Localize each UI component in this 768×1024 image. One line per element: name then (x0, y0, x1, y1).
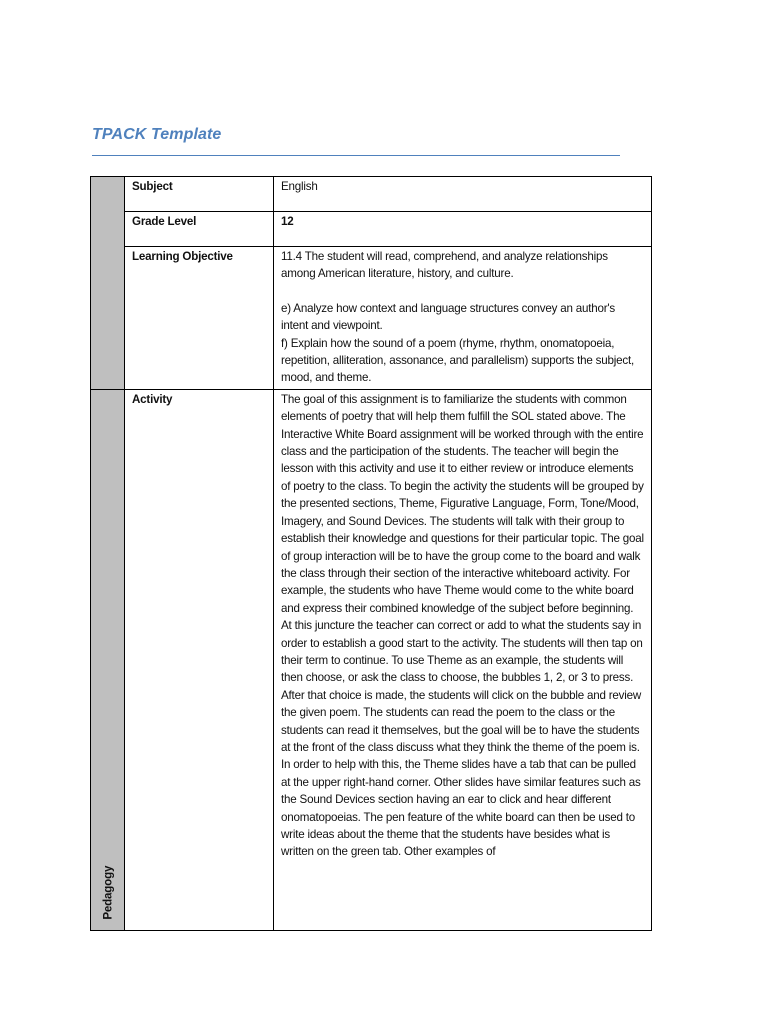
side-cell-pedagogy (91, 389, 125, 930)
objective-paragraph: e) Analyze how context and language structures convey an author's intent and viewpoint. (281, 301, 616, 333)
row-label-learning-objective: Learning Objective (125, 247, 274, 390)
row-value-activity: The goal of this assignment is to familiarize the students with common elements of poetry that will help them fulfill the SOL stated above. The Interactive White Board assignment will be worked through with the entire class and the participation of the students. The teacher will begin the lesson with this activity and use it to either review or introduce elements of poetry to the class. To begin the activity the students will be grouped by the presented sections, Theme, Figurative Language, Form, Tone/Mood, Imagery, and Sound Devices. The students will talk with their group to establish their knowledge and questions for their particular topic. The goal of group interaction will be to have the group come to the board and walk the class through their section of the interactive whiteboard activity. For example, the students who have Theme would come to the white board and express their combined knowledge of the subject before beginning. At this juncture the teacher can correct or add to what the students say in order to establish a good start to the activity. The students will then tap on their term to continue. To use Theme as an example, the students will then choose, or ask the class to choose, the bubbles 1, 2, or 3 to press. After that choice is made, the students will click on the bubble and review the given poem. The students can read the poem to the class or the students can read it themselves, but the goal will be to have the students at the front of the class discuss what they think the theme of the poem is. In order to help with this, the Theme slides have a tab that can be pulled at the upper right-hand corner. Other slides have similar features such as the Sound Devices section having an ear to click and hear different onomatopoeias. The pen feature of the white board can then be used to write ideas about the theme that the students have besides what is written on the green tab. Other examples of (274, 389, 652, 930)
row-label-activity: Activity (125, 389, 274, 930)
document-title: TPACK Template (92, 126, 222, 143)
table-row-subject (91, 177, 652, 212)
table-row-grade-level (91, 212, 652, 247)
row-value-subject: English (274, 177, 652, 212)
row-label-subject: Subject (125, 177, 274, 212)
title-underline (92, 155, 620, 156)
row-label-grade-level: Grade Level (125, 212, 274, 247)
objective-paragraph: f) Explain how the sound of a poem (rhyme, rhythm, onomatopoeia, repetition, alliteration, assonance, and parallelism) supports the subject, mood, and theme. (281, 336, 634, 385)
row-value-learning-objective (274, 247, 652, 390)
table-row-learning-objective (91, 247, 652, 390)
table-row-activity (91, 389, 652, 930)
tpack-table (90, 176, 652, 931)
pedagogy-side-label: Pedagogy (100, 866, 114, 921)
row-value-grade-level: 12 (274, 212, 652, 247)
objective-paragraph: 11.4 The student will read, comprehend, and analyze relationships among American literature, history, and culture. (281, 250, 608, 281)
side-cell-top (91, 177, 125, 390)
